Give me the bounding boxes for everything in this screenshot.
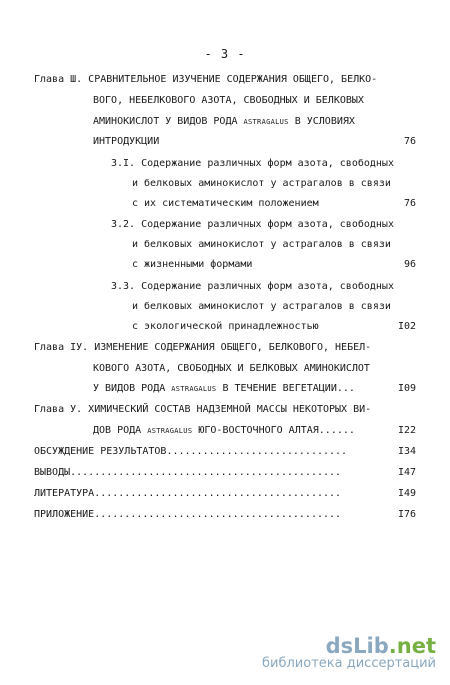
section-3-2-line-2: и белковых аминокислот у астрагалов в связи [132, 239, 391, 250]
genus-name: ASTRAGALUS [171, 385, 217, 393]
section-3-3-line-2: и белковых аминокислот у астрагалов в связи [132, 301, 391, 312]
chapter-4-line-3: У ВИДОВ РОДА ASTRAGALUS В ТЕЧЕНИЕ ВЕГЕТАЦИИ... [93, 383, 355, 394]
chapter-3-line-4: ИНТРОДУКЦИИ [93, 136, 160, 147]
chapter-4-page: I09 [397, 383, 416, 394]
conclusions-entry: ВЫВОДЫ............................................. [34, 467, 342, 478]
watermark-subtitle: библиотека диссертаций [262, 656, 436, 671]
appendix-entry: ПРИЛОЖЕНИЕ......................................... [34, 509, 342, 520]
section-3-3-page: I02 [397, 321, 416, 332]
chapter-3-line-3: АМИНОКИСЛОТ У ВИДОВ РОДА ASTRAGALUS В УСЛОВИЯХ [93, 116, 355, 127]
watermark[interactable] [262, 635, 436, 671]
section-3-2-page: 96 [403, 259, 416, 270]
chapter-4-line-1: Глава IУ. ИЗМЕНЕНИЕ СОДЕРЖАНИЯ ОБЩЕГО, БЕЛКОВОГО, НЕБЕЛ- [34, 342, 372, 353]
conclusions-page: I47 [397, 467, 416, 478]
page-number: - 3 - [204, 47, 246, 61]
chapter-5-page: I22 [397, 425, 416, 436]
section-3-3-line-1: 3.3. Содержание различных форм азота, свободных [111, 281, 394, 292]
section-3-2-line-3: с жизненными формами [132, 259, 253, 270]
section-3-3-line-3: с экологической принадлежностью [132, 321, 319, 332]
section-3-2-line-1: 3.2. Содержание различных форм азота, свободных [111, 219, 394, 230]
section-3-1-page: 76 [403, 198, 416, 209]
section-3-1-line-2: и белковых аминокислот у астрагалов в связи [132, 178, 391, 189]
chapter-5-line-1: Глава У. ХИМИЧЕСКИЙ СОСТАВ НАДЗЕМНОЙ МАССЫ НЕКОТОРЫХ ВИ- [34, 404, 372, 415]
genus-name: ASTRAGALUS [243, 118, 289, 126]
chapter-3-page: 76 [403, 136, 416, 147]
section-3-1-line-1: 3.I. Содержание различных форм азота, свободных [111, 158, 394, 169]
appendix-page: I76 [397, 509, 416, 520]
chapter-3-line-2: ВОГО, НЕБЕЛКОВОГО АЗОТА, СВОБОДНЫХ И БЕЛКОВЫХ [93, 95, 364, 106]
chapter-5-line-2: ДОВ РОДА ASTRAGALUS ЮГО-ВОСТОЧНОГО АЛТАЯ...... [93, 425, 355, 436]
literature-page: I49 [397, 488, 416, 499]
chapter-3-line-1: Глава Ш. СРАВНИТЕЛЬНОЕ ИЗУЧЕНИЕ СОДЕРЖАНИЯ ОБЩЕГО, БЕЛКО- [34, 74, 378, 85]
genus-name: ASTRAGALUS [147, 427, 193, 435]
discussion-entry: ОБСУЖДЕНИЕ РЕЗУЛЬТАТОВ.............................. [34, 446, 348, 457]
chapter-4-line-2: КОВОГО АЗОТА, СВОБОДНЫХ И БЕЛКОВЫХ АМИНОКИСЛОТ [93, 363, 370, 374]
discussion-page: I34 [397, 446, 416, 457]
section-3-1-line-3: с их систематическим положением [132, 198, 319, 209]
watermark-logo: dsLib.net [325, 634, 436, 658]
literature-entry: ЛИТЕРАТУРА......................................... [34, 488, 342, 499]
